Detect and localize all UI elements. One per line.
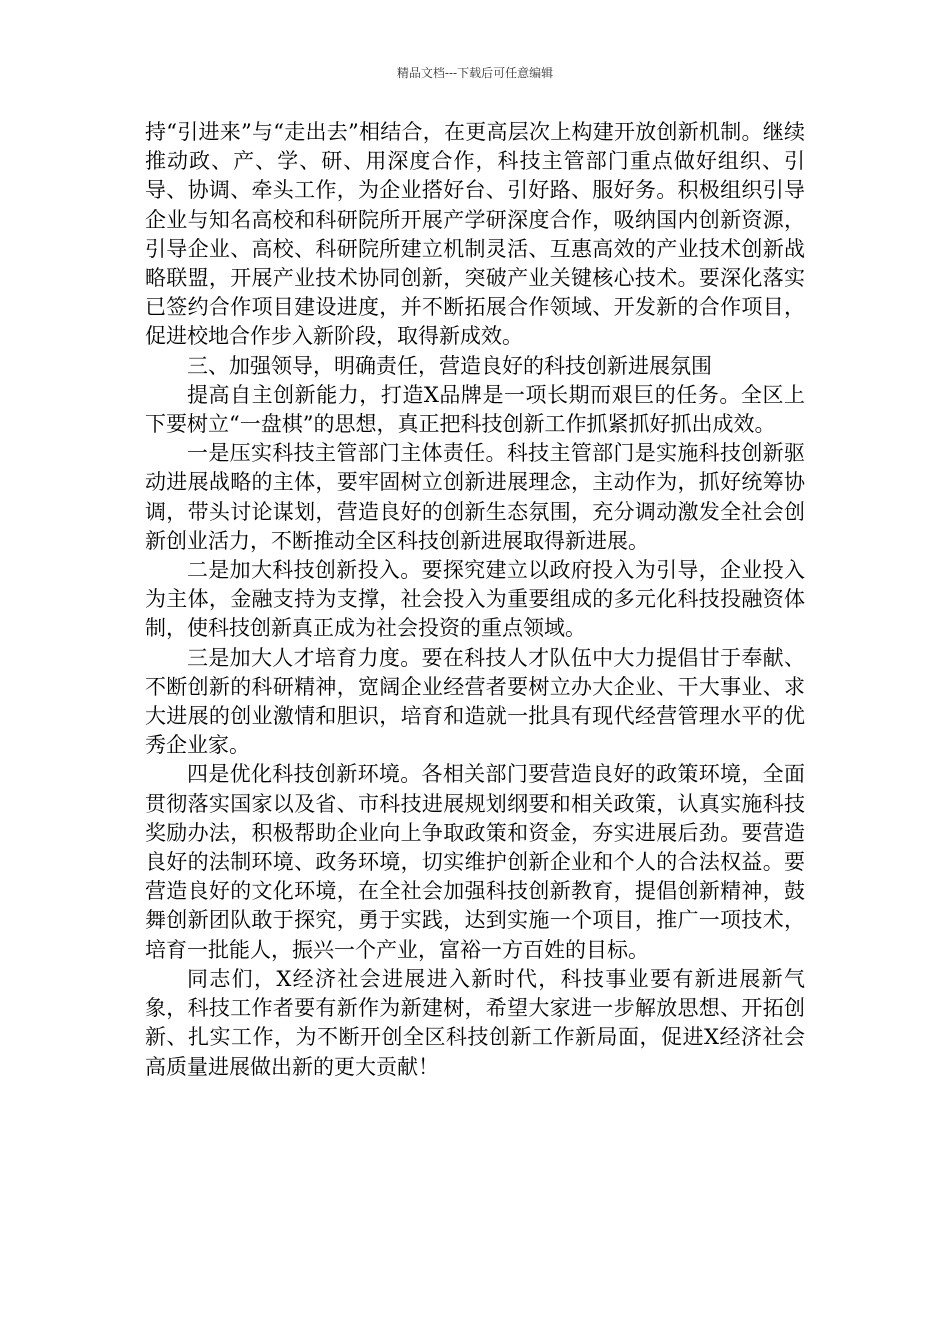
paragraph-point-1: 一是压实科技主管部门主体责任。科技主管部门是实施科技创新驱动进展战略的主体，要牢固树立创新进展理念，主动作为，抓好统筹协调，带头讨论谋划，营造良好的创新生态氛围，充分调动激发全社会创新创业活力，不断推动全区科技创新进展取得新进展。 (145, 441, 805, 553)
paragraph-continuation: 持“引进来”与“走出去”相结合，在更高层次上构建开放创新机制。继续推动政、产、学、研、用深度合作，科技主管部门重点做好组织、引导、协调、牵头工作，为企业搭好台、引好路、服好务。积极组织引导企业与知名高校和科研院所开展产学研深度合作，吸纳国内创新资源，引导企业、高校、科研院所建立机制灵活、互惠高效的产业技术创新战略联盟，开展产业技术协同创新，突破产业关键核心技术。要深化落实已签约合作项目建设进度，并不断拓展合作领域、开发新的合作项目，促进校地合作步入新阶段，取得新成效。 (145, 120, 805, 349)
document-body (145, 118, 805, 1082)
paragraph-point-4: 四是优化科技创新环境。各相关部门要营造良好的政策环境，全面贯彻落实国家以及省、市科技进展规划纲要和相关政策，认真实施科技奖励办法，积极帮助企业向上争取政策和资金，夯实进展后劲。要营造良好的法制环境、政务环境，切实维护创新企业和个人的合法权益。要营造良好的文化环境，在全社会加强科技创新教育，提倡创新精神，鼓舞创新团队敢于探究，勇于实践，达到实施一个项目，推广一项技术，培育一批能人，振兴一个产业，富裕一方百姓的目标。 (145, 762, 805, 962)
paragraph-point-2: 二是加大科技创新投入。要探究建立以政府投入为引导，企业投入为主体，金融支持为支撑，社会投入为重要组成的多元化科技投融资体制，使科技创新真正成为社会投资的重点领域。 (145, 558, 805, 641)
page-header: 精品文档---下载后可任意编辑 (396, 66, 554, 80)
paragraph-intro: 提高自主创新能力，打造X品牌是一项长期而艰巨的任务。全区上下要树立“一盘棋”的思想，真正把科技创新工作抓紧抓好抓出成效。 (145, 382, 805, 437)
paragraph-point-3: 三是加大人才培育力度。要在科技人才队伍中大力提倡甘于奉献、不断创新的科研精神，宽阔企业经营者要树立办大企业、干大事业、求大进展的创业激情和胆识，培育和造就一批具有现代经营管理水平的优秀企业家。 (145, 645, 805, 758)
section-heading: 三、加强领导，明确责任，营造良好的科技创新进展氛围 (187, 353, 712, 378)
paragraph-closing: 同志们，X经济社会进展进入新时代，科技事业要有新进展新气象，科技工作者要有新作为新建树，希望大家进一步解放思想、开拓创新、扎实工作，为不断开创全区科技创新工作新局面，促进X经济社会高质量进展做出新的更大贡献！ (145, 966, 805, 1079)
